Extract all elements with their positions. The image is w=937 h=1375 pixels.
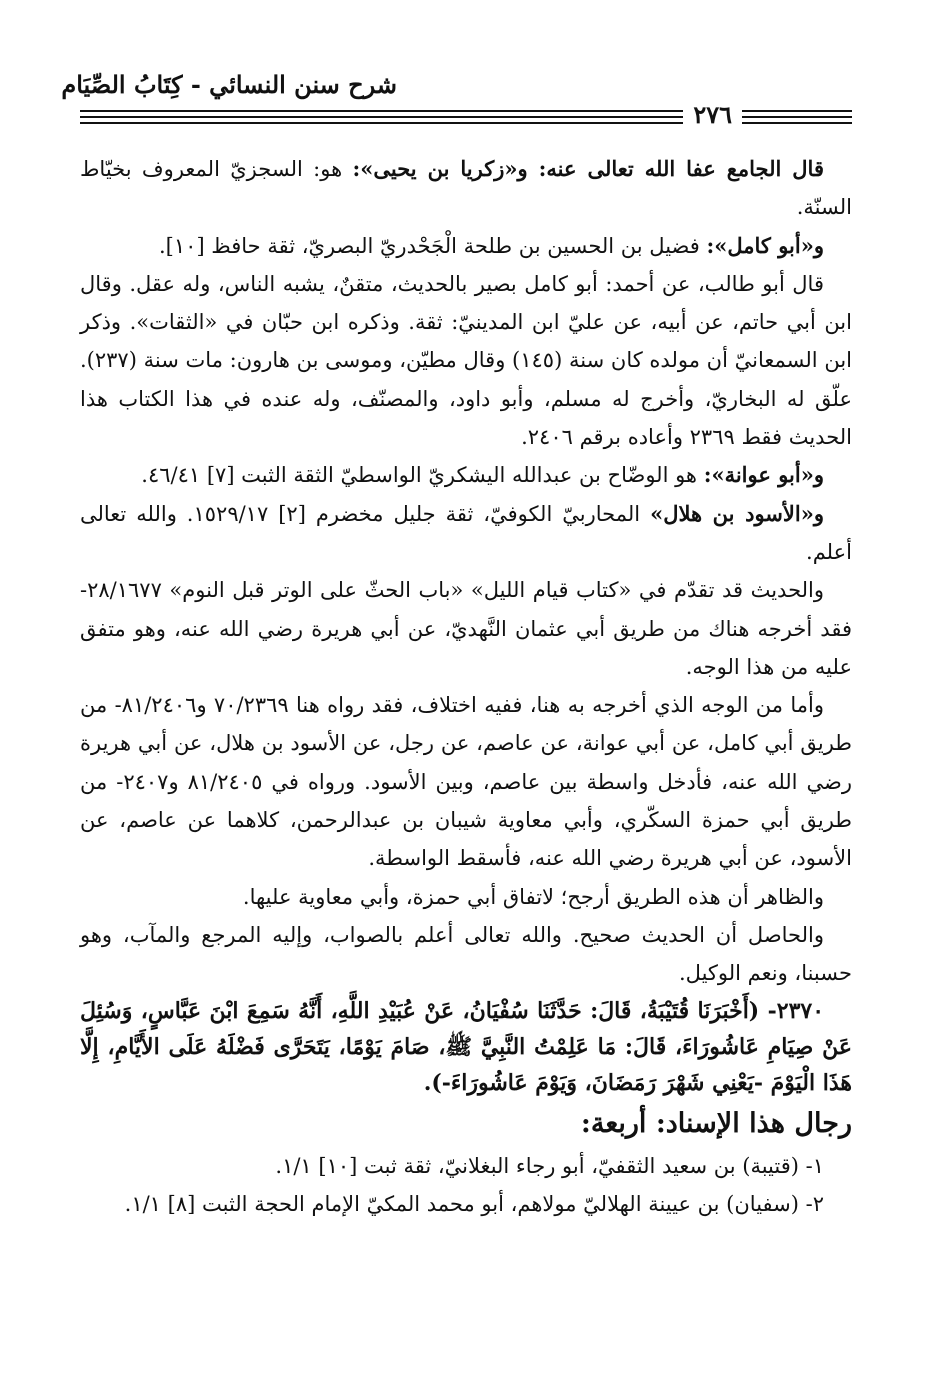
paragraph — [80, 495, 852, 572]
page-header — [61, 70, 852, 130]
hadith-text: ٢٣٧٠- (أَخْبَرَنَا قُتَيْبَةُ، قَالَ: حَدَّثَنَا سُفْيَانُ، عَنْ عُبَيْدِ اللَّهِ، أَنَّهُ سَمِعَ ابْنَ عَبَّاسٍ، وَسُئِلَ عَنْ صِيَامِ عَاشُورَاءَ، قَالَ: مَا عَلِمْتُ النَّبِيَّ ﷺ، صَامَ يَوْمًا، يَتَحَرَّى فَضْلَهُ عَلَى الأَيَّامِ، إِلَّا هَذَا الْيَوْمَ -يَعْنِي شَهْرَ رَمَضَانَ، وَيَوْمَ عَاشُورَاءَ-). — [80, 997, 852, 1096]
paragraph-text: وأما من الوجه الذي أخرجه به هنا، ففيه اختلاف، فقد رواه هنا ٧٠/٢٣٦٩ و٨١/٢٤٠٦- من طريق أبي كامل، عن أبي عوانة، عن عاصم، عن رجل، عن الأسود بن هلال، عن أبي هريرة رضي الله عنه، فأدخل واسطة بين عاصم، وبين الأسود. ورواه في ٨١/٢٤٠٥ و٢٤٠٧- من طريق أبي حمزة السكّري، وأبي معاوية شيبان بن عبدالرحمن، كلاهما عن عاصم، عن الأسود، عن أبي هريرة رضي الله عنه، فأسقط الواسطة. — [80, 693, 852, 871]
section-heading: رجال هذا الإسناد: أربعة: — [580, 1107, 852, 1139]
paragraph — [80, 686, 852, 877]
paragraph — [80, 878, 852, 916]
paragraph-text: هو الوضّاح بن عبدالله اليشكريّ الواسطيّ الثقة الثبت [٧] ٤٦/٤١. — [141, 463, 704, 488]
page-body — [80, 150, 852, 1223]
page-number: ٢٧٦ — [683, 100, 742, 129]
narrator-item: ١- (قتيبة) بن سعيد الثقفيّ، أبو رجاء البغلانيّ، ثقة ثبت [١٠] ١/١. — [275, 1153, 824, 1178]
paragraph-text: هو: السجزيّ المعروف بخيّاط السنّة. — [80, 157, 852, 220]
paragraph — [80, 265, 852, 456]
paragraph-text: والظاهر أن هذه الطريق أرجح؛ لاتفاق أبي حمزة، وأبي معاوية عليها. — [242, 884, 824, 909]
paragraph-lead: و«أبو كامل»: — [706, 232, 824, 258]
paragraph-text: قال أبو طالب، عن أحمد: أبو كامل بصير بالحديث، متقنٌ، يشبه الناس، وله عقل. وقال ابن أبي حاتم، عن أبيه، عن عليّ ابن المدينيّ: ثقة. وذكره ابن حبّان في «الثقات». وذكر ابن السمعانيّ أن مولده كان سنة (١٤٥) وقال مطيّن، وموسى بن هارون: مات سنة (٢٣٧). علّق له البخاريّ، وأخرج له مسلم، وأبو داود، والمصنّف، وله عنده في هذا الكتاب هذا الحديث فقط ٢٣٦٩ وأعاده برقم ٢٤٠٦. — [80, 271, 852, 450]
narrator-item: ٢- (سفيان) بن عيينة الهلاليّ مولاهم، أبو محمد المكيّ الإمام الحجة الثبت [٨] ١/١. — [124, 1191, 824, 1216]
paragraph — [80, 150, 852, 227]
paragraph-text: المحاربيّ الكوفيّ، ثقة جليل مخضرم [٢] ١٥٢٩/١٧. والله تعالى أعلم. — [80, 501, 852, 564]
paragraph-text: والحديث قد تقدّم في «كتاب قيام الليل» «باب الحثّ على الوتر قبل النوم» ٢٨/١٦٧٧- فقد أخرجه هناك من طريق أبي عثمان النَّهديّ، عن أبي هريرة رضي الله عنه، وهو متفق عليه من هذا الوجه. — [80, 578, 852, 679]
paragraph — [80, 916, 852, 993]
paragraph-text: والحاصل أن الحديث صحيح. والله تعالى أعلم بالصواب، وإليه المرجع والمآب، وهو حسبنا، ونعم الوكيل. — [80, 922, 852, 986]
book-title: شرح سنن النسائي - كِتَابُ الصِّيَام — [61, 70, 397, 99]
paragraph — [80, 227, 852, 265]
paragraph-lead: قال الجامع عفا الله تعالى عنه: و«زكريا بن يحيى»: — [352, 156, 824, 181]
paragraph-lead: و«الأسود بن هلال» — [650, 500, 824, 526]
paragraph-text: فضيل بن الحسين بن طلحة الْجَحْدريّ البصريّ، ثقة حافظ [١٠]. — [159, 233, 707, 258]
paragraph — [80, 571, 852, 686]
paragraph-lead: و«أبو عوانة»: — [703, 462, 824, 488]
paragraph — [80, 456, 852, 494]
